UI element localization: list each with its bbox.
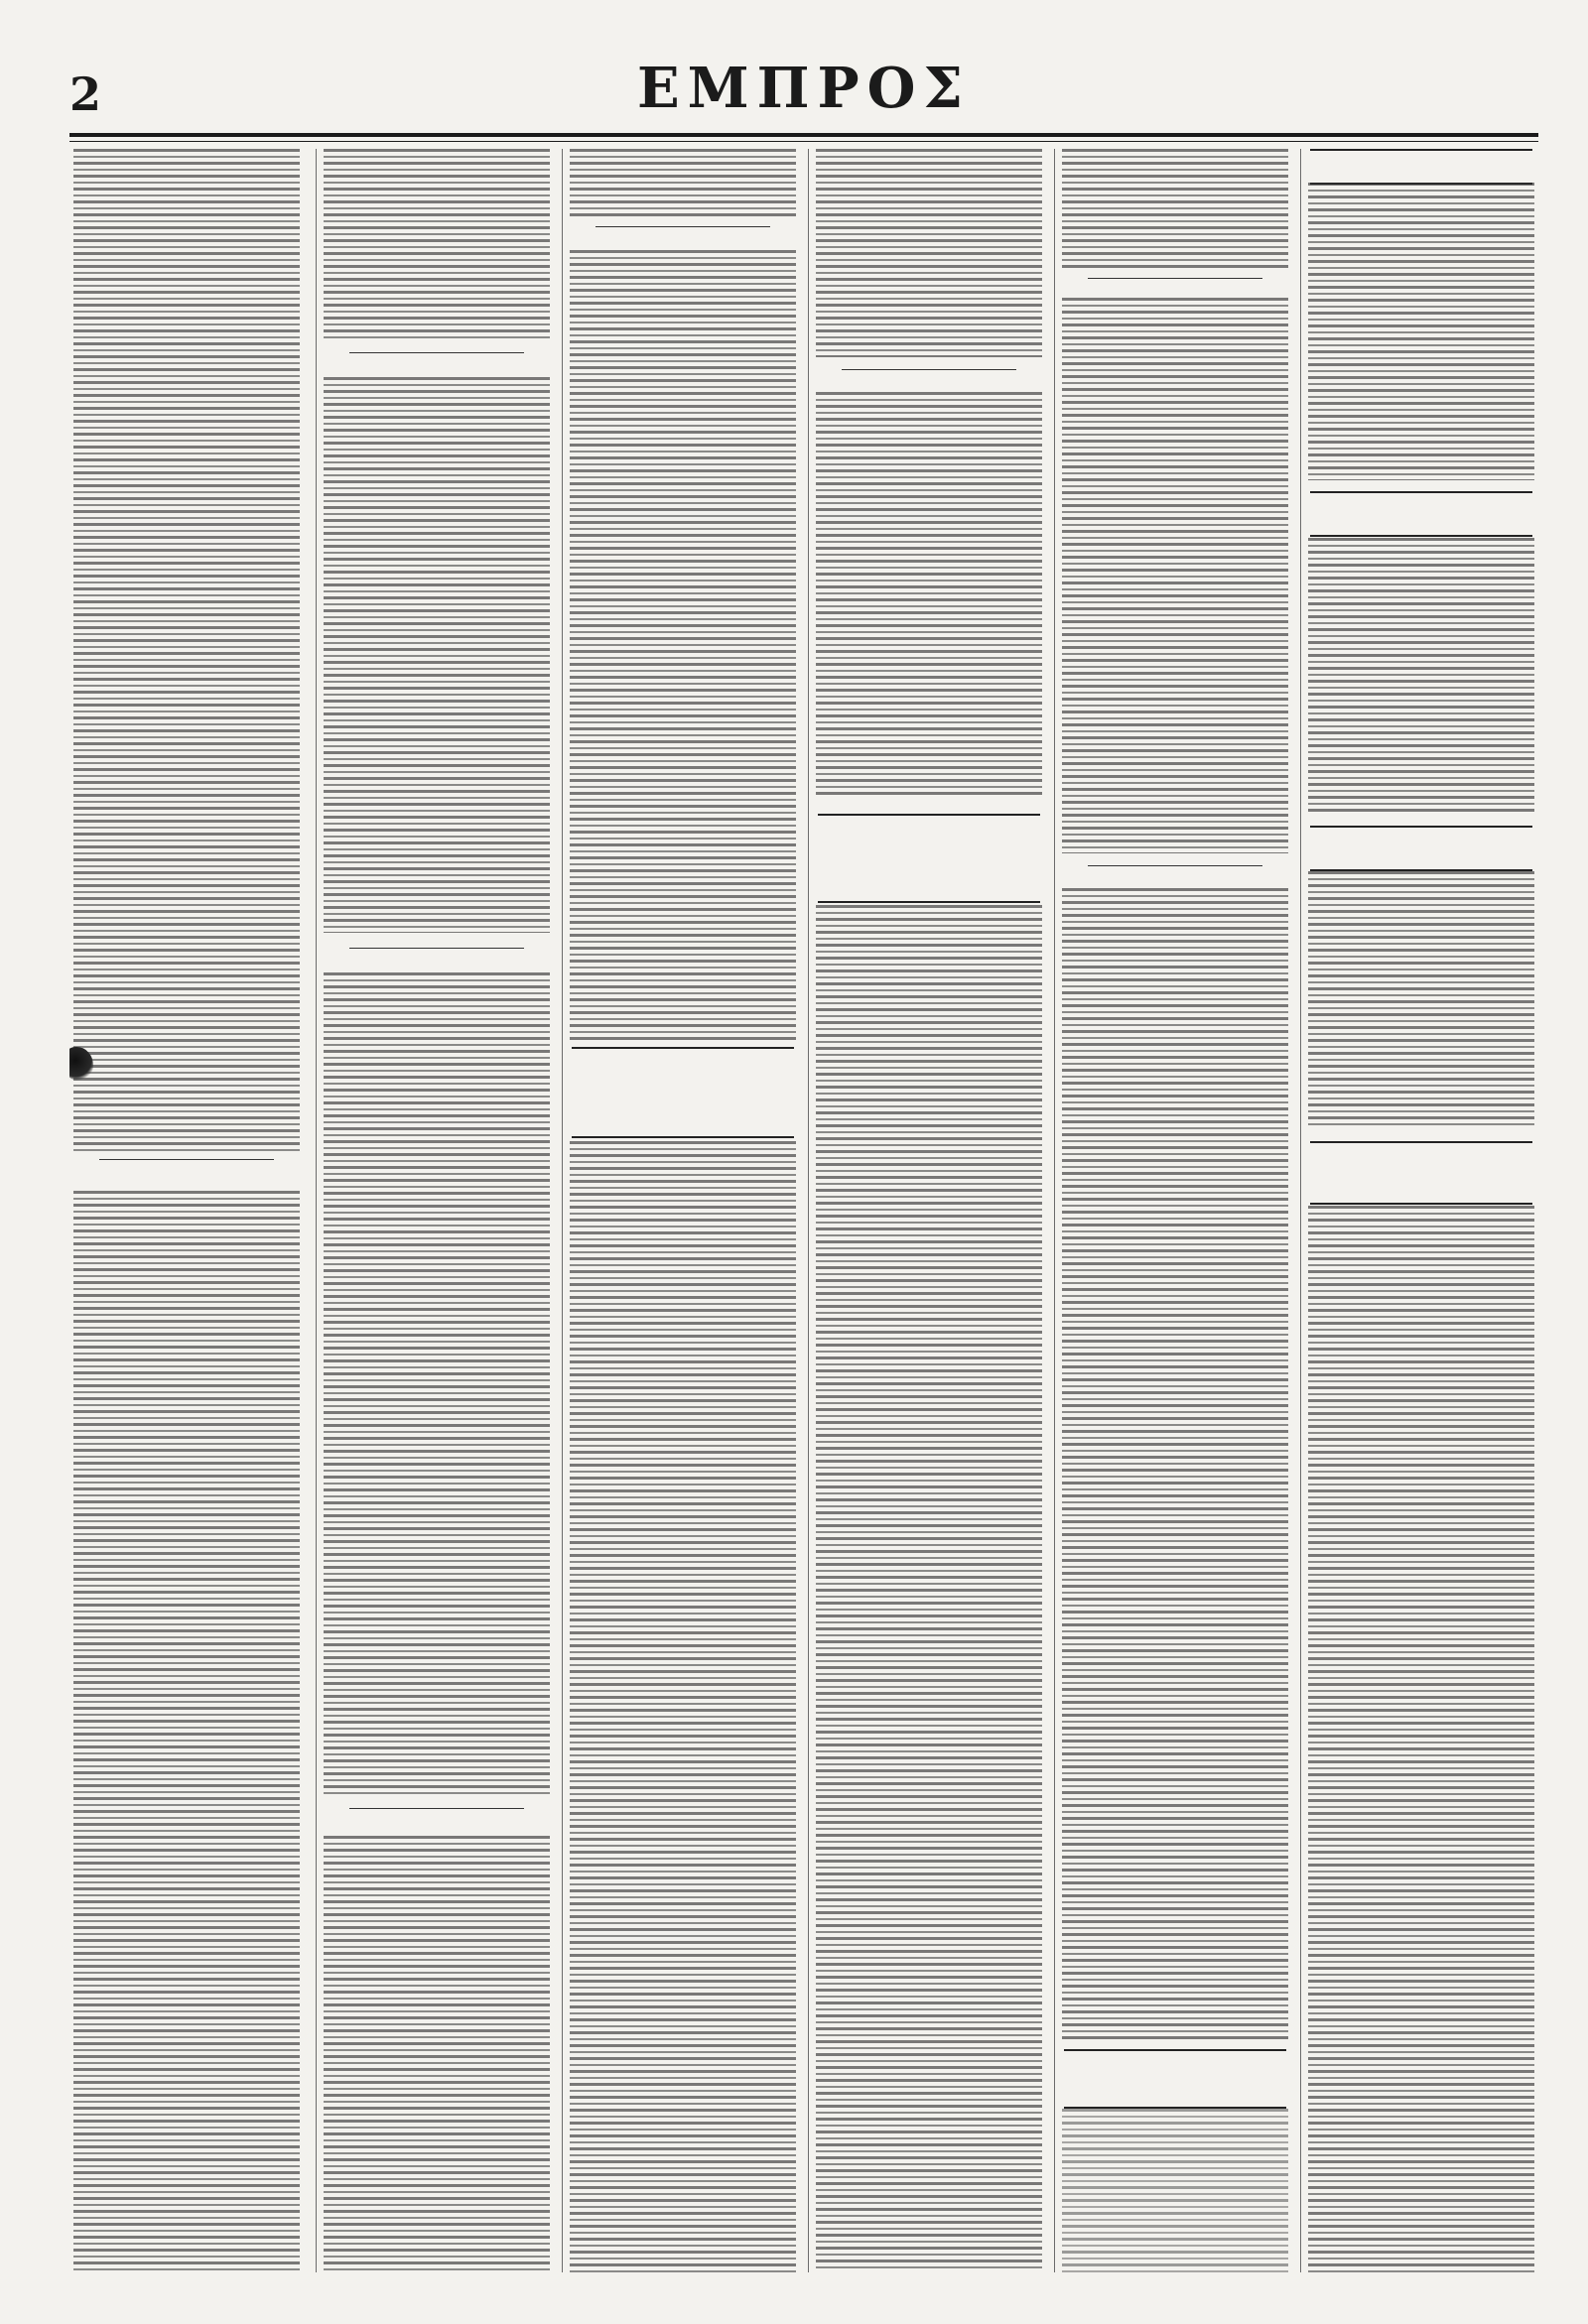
column-4-text (816, 905, 1042, 2272)
column-2-text (324, 149, 550, 342)
headline-box (1310, 491, 1532, 537)
column-4 (812, 149, 1046, 2272)
section-divider (349, 1808, 524, 1809)
column-1-text (73, 149, 300, 1151)
column-6-text (1308, 183, 1534, 480)
section-divider (99, 1159, 274, 1160)
section-divider (349, 948, 524, 949)
column-separator (316, 149, 317, 2272)
headline-box (1310, 149, 1532, 185)
column-2 (320, 149, 554, 2272)
section-divider (349, 352, 524, 353)
headline-box (818, 814, 1040, 903)
column-4-text (816, 149, 1042, 357)
masthead-rule-thin (69, 141, 1538, 142)
article-columns (69, 149, 1538, 2272)
column-3-text (570, 1141, 796, 2272)
masthead (69, 50, 1538, 129)
headline-box (1064, 2049, 1286, 2109)
column-5-text (1062, 149, 1288, 268)
section-divider (596, 226, 770, 227)
column-3-text (570, 250, 796, 1044)
column-1-text (73, 1191, 300, 2272)
column-6 (1304, 149, 1538, 2272)
column-5-text (1062, 888, 1288, 2039)
column-2-text (324, 377, 550, 933)
column-5-text (1062, 298, 1288, 853)
headline-box (1310, 1141, 1532, 1205)
column-separator (808, 149, 809, 2272)
column-5 (1058, 149, 1292, 2272)
page-number: 2 (69, 67, 102, 121)
column-4-text (816, 392, 1042, 799)
section-divider (842, 369, 1016, 370)
column-2-text (324, 972, 550, 1796)
column-separator (1300, 149, 1301, 2272)
section-divider (1088, 278, 1262, 279)
section-divider (1088, 865, 1262, 866)
column-6-text (1308, 871, 1534, 1129)
column-separator (1054, 149, 1055, 2272)
column-6-text (1308, 1206, 1534, 2272)
headline-box (1310, 826, 1532, 871)
headline-box (572, 1047, 794, 1138)
column-2-text (324, 1836, 550, 2272)
column-separator (562, 149, 563, 2272)
column-1 (69, 149, 304, 2272)
newspaper-title: ΕΜΠΡΟΣ (636, 56, 972, 121)
column-3 (566, 149, 800, 2272)
column-5-text (1062, 2109, 1288, 2272)
column-3-text (570, 149, 796, 218)
column-6-text (1308, 538, 1534, 814)
masthead-rule (69, 133, 1538, 137)
